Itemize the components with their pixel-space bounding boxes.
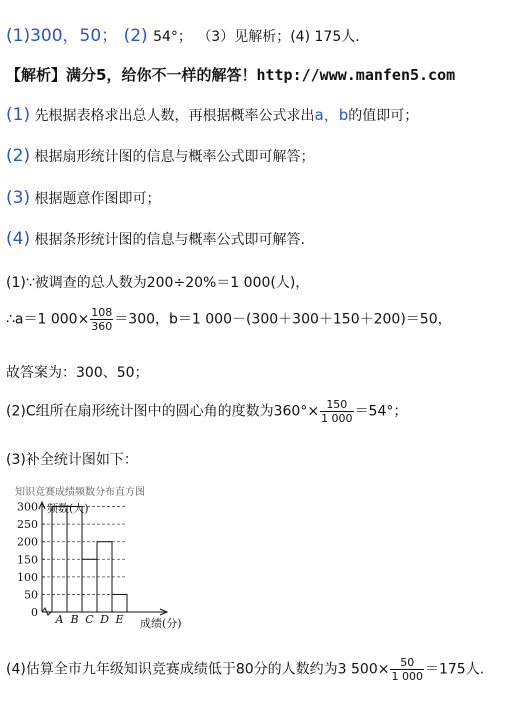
solution-line-6-pre: (4)估算全市九年级知识竞赛成绩低于80分的人数约为3 500× — [6, 661, 390, 678]
analysis-item-text: 根据扇形统计图的信息与概率公式即可解答； — [34, 149, 315, 165]
analysis-item-text: 根据条形统计图的信息与概率公式即可解答. — [34, 232, 305, 248]
answer-line — [6, 21, 360, 46]
y-tick-label: 0 — [31, 606, 38, 619]
analysis-item-text: 先根据表格求出总人数，再根据概率公式求出 — [34, 108, 315, 124]
solution-line-2-pre: ∴a＝1 000× — [6, 311, 90, 328]
fraction-denominator: 1 000 — [391, 670, 423, 683]
histogram-chart — [0, 482, 220, 638]
analysis-item-num: (3) — [6, 188, 31, 208]
y-tick-label: 200 — [17, 535, 38, 549]
fraction-108-360 — [90, 306, 113, 333]
solution-line-2-post: ＝300，b＝1 000－(300＋300＋150＋200)＝50， — [114, 311, 452, 328]
fraction-150-1000 — [320, 398, 354, 425]
analysis-header — [6, 64, 455, 85]
solution-line-5: (3)补全统计图如下： — [6, 452, 138, 468]
chart-title: 知识竞赛成绩频数分布直方图 — [15, 487, 145, 498]
chart-xlabel: 成绩(分) — [140, 617, 182, 630]
fraction-denominator: 1 000 — [321, 412, 353, 425]
y-tick-label: 100 — [17, 570, 38, 584]
solution-line-4-pre: (2)C组所在扇形统计图中的圆心角的度数为360°× — [6, 403, 320, 420]
y-tick-label: 50 — [24, 588, 38, 602]
analysis-item-tail: 的值即可； — [348, 108, 419, 124]
analysis-item-text: 根据题意作图即可； — [34, 191, 161, 207]
fraction-numerator: 108 — [91, 306, 113, 319]
analysis-item-3 — [6, 188, 161, 208]
solution-line-6-post: ＝175人. — [424, 661, 485, 678]
solution-line-3: 故答案为：300、50； — [6, 365, 149, 381]
x-tick-label: D — [100, 613, 109, 626]
answer-part2-num: (2) — [123, 26, 148, 46]
analysis-item-ab: a，b — [314, 106, 349, 124]
answer-part2-val: 54°； — [153, 29, 192, 45]
y-tick-label: 300 — [17, 500, 38, 514]
solution-line-4 — [6, 398, 407, 425]
x-tick-label: C — [85, 613, 94, 626]
fraction-denominator: 360 — [91, 320, 113, 333]
analysis-item-2 — [6, 146, 315, 166]
solution-line-6 — [6, 656, 484, 683]
answer-part1: (1)300，50； — [6, 26, 119, 46]
y-tick-label: 150 — [17, 553, 38, 567]
answer-rest: （3）见解析；(4) 175人. — [197, 29, 360, 45]
analysis-url: http://www.manfen5.com — [256, 66, 456, 84]
chart-ylabel: 频数(人) — [47, 502, 89, 515]
fraction-50-1000 — [390, 656, 424, 683]
analysis-item-4 — [6, 229, 305, 249]
analysis-item-num: (4) — [6, 229, 31, 249]
analysis-item-1 — [6, 104, 418, 125]
solution-line-2 — [6, 306, 452, 333]
bar-C — [82, 559, 97, 612]
solution-line-1: (1)∵被调查的总人数为200÷20%＝1 000(人)， — [6, 275, 310, 291]
analysis-title: 【解析】满分5，给你不一样的解答！ — [6, 66, 257, 84]
solution-line-4-post: ＝54°； — [354, 403, 408, 420]
x-tick-label: E — [115, 613, 124, 626]
x-tick-label: A — [55, 613, 64, 626]
bar-E — [112, 594, 127, 612]
y-tick-label: 250 — [17, 518, 38, 532]
x-tick-label: B — [70, 613, 79, 626]
fraction-numerator: 150 — [320, 398, 354, 412]
analysis-item-num: (1) — [6, 105, 31, 125]
fraction-numerator: 50 — [390, 656, 424, 670]
analysis-item-num: (2) — [6, 146, 31, 166]
